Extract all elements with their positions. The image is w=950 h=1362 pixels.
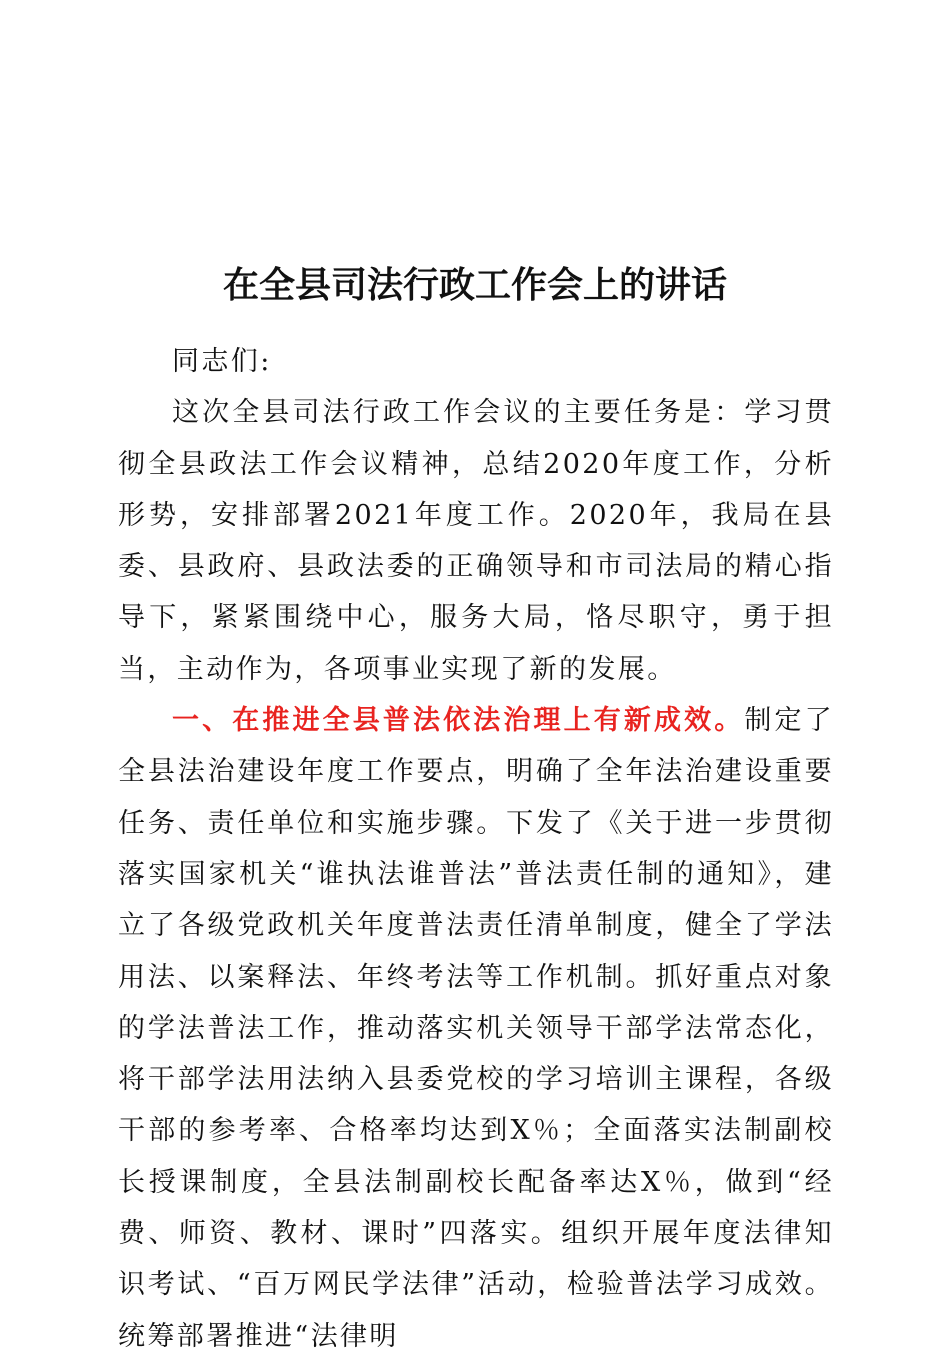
greeting: 同志们: — [172, 346, 272, 377]
section-1-heading: 一、在推进全县普法依法治理上有新成效。 — [172, 705, 745, 737]
document-title: 在全县司法行政工作会上的讲话 — [222, 265, 727, 306]
section-1-text: 制定了全县法治建设年度工作要点，明确了全年法治建设重要任务、责任单位和实施步骤。下发了《关于进一步贯彻落实国家机关“谁执法谁普法”普法责任制的通知》，建立了各级党政机关年度普法责任清单制度，健全了学法用法、以案释法、年终考法等工作机制。抓好重点对象的学法普法工作，推动落实机关领导干部学法常态化，将干部学法用法纳入县委党校的学习培训主课程，各级干部的参考率、合格率均达到X％；全面落实法制副校长授课制度，全县法制副校长配备率达X％，做到“经费、师资、教材、课时”四落实。组织开展年度法律知识考试、“百万网民学法律”活动，检验普法学习成效。统筹部署推进“法律明 — [118, 705, 834, 1352]
paragraph-section-1 — [118, 695, 834, 1362]
paragraph-intro: 这次全县司法行政工作会议的主要任务是：学习贯彻全县政法工作会议精神，总结2020年度工作，分析形势，安排部署2021年度工作。2020年，我局在县委、县政府、县政法委的正确领导和市司法局的精心指导下，紧紧围绕中心，服务大局，恪尽职守，勇于担当，主动作为，各项事业实现了新的发展。 — [118, 397, 834, 685]
document-body — [118, 336, 834, 1362]
